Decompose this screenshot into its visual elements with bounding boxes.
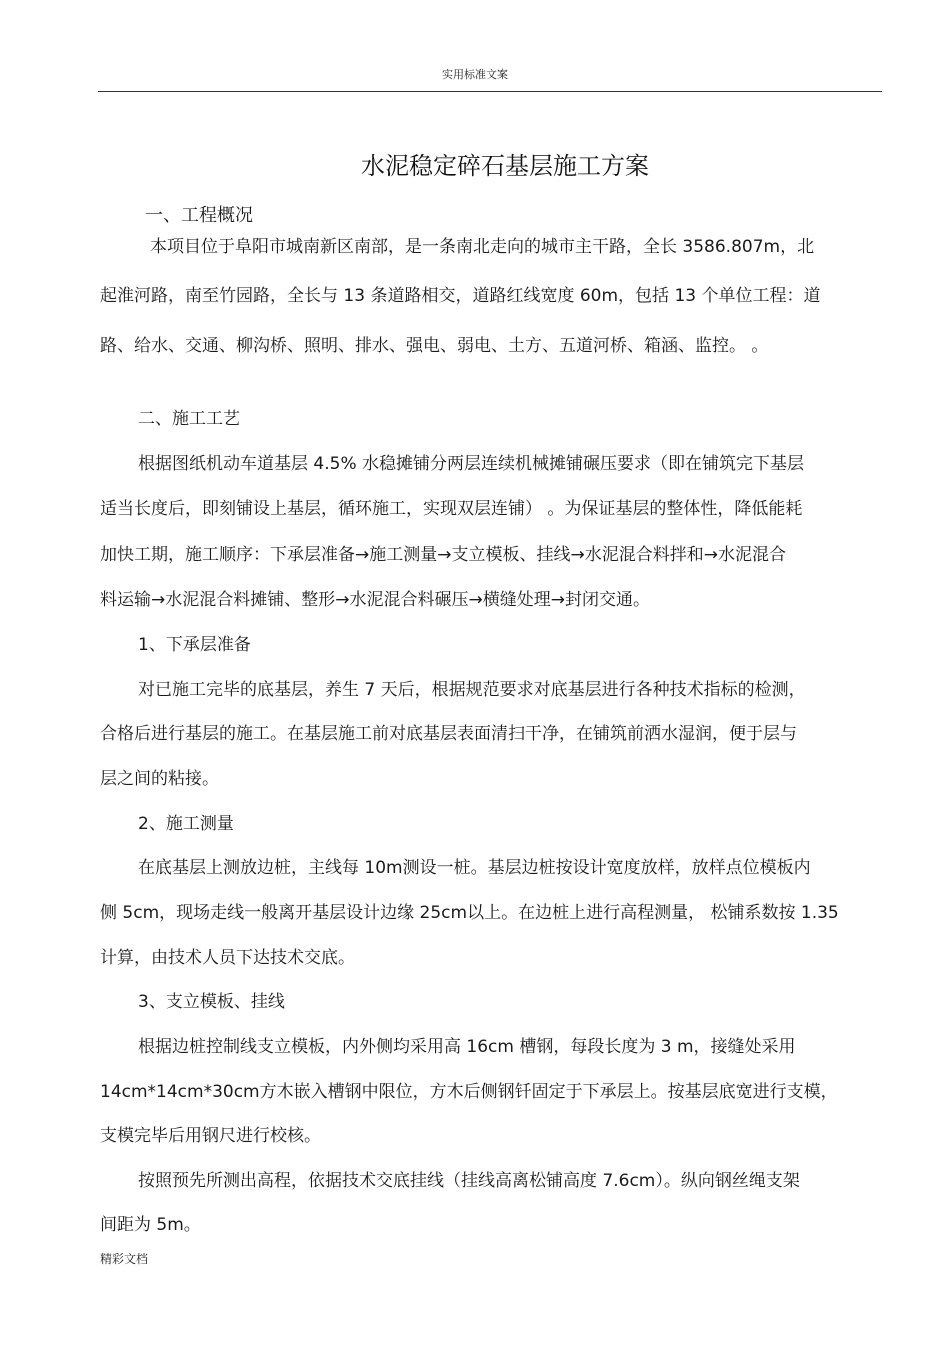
- paragraph-line: 在底基层上测放边桩，主线每 10m测设一桩。基层边桩按设计宽度放样，放样点位模板内: [138, 858, 811, 878]
- paragraph-line: 按照预先所测出高程，依据技术交底挂线（挂线高离松铺高度 7.6cm）。纵向钢丝绳支架: [138, 1171, 800, 1191]
- paragraph-line: 本项目位于阜阳市城南新区南部，是一条南北走向的城市主干路，全长 3586.807m，北: [150, 237, 815, 257]
- subsection-heading-survey: 2、施工测量: [138, 814, 234, 834]
- page-header: 实用标准文案: [442, 68, 508, 81]
- paragraph-line: 加快工期，施工顺序：下承层准备→施工测量→支立模板、挂线→水泥混合料拌和→水泥混合: [100, 545, 786, 565]
- paragraph-line: 路、给水、交通、柳沟桥、照明、排水、强电、弱电、土方、五道河桥、箱涵、监控。 。: [100, 336, 769, 356]
- paragraph-line: 对已施工完毕的底基层，养生 7 天后，根据规范要求对底基层进行各种技术指标的检测，: [138, 680, 806, 700]
- paragraph-line: 适当长度后，即刻铺设上基层，循环施工，实现双层连铺） 。为保证基层的整体性，降低能耗: [100, 499, 803, 519]
- paragraph-line: 计算，由技术人员下达技术交底。: [100, 948, 355, 968]
- paragraph-line: 根据图纸机动车道基层 4.5% 水稳摊铺分两层连续机械摊铺碾压要求（即在铺筑完下基层: [138, 454, 804, 474]
- paragraph-line: 间距为 5m。: [100, 1215, 201, 1235]
- paragraph-line: 根据边桩控制线支立模板，内外侧均采用高 16cm 槽钢，每段长度为 3 m，接缝处采用: [138, 1037, 796, 1057]
- paragraph-line: 侧 5cm，现场走线一般离开基层设计边缘 25cm以上。在边桩上进行高程测量， 松铺系数按 1.35: [100, 903, 839, 923]
- paragraph-line: 合格后进行基层的施工。在基层施工前对底基层表面清扫干净，在铺筑前洒水湿润，便于层与: [100, 724, 797, 744]
- document-title: 水泥稳定碎石基层施工方案: [361, 152, 649, 180]
- paragraph-line: 层之间的粘接。: [100, 769, 219, 789]
- header-divider: [98, 91, 882, 92]
- page-footer: 精彩文档: [100, 1252, 149, 1266]
- section-heading-overview: 一、工程概况: [145, 205, 253, 226]
- paragraph-line: 起淮河路，南至竹园路，全长与 13 条道路相交，道路红线宽度 60m，包括 13 个单位工程：道: [100, 286, 821, 306]
- paragraph-line: 料运输→水泥混合料摊铺、整形→水泥混合料碾压→横缝处理→封闭交通。: [100, 590, 650, 610]
- section-heading-process: 二、施工工艺: [138, 409, 240, 429]
- paragraph-line: 14cm*14cm*30cm方木嵌入槽钢中限位，方木后侧钢钎固定于下承层上。按基层底宽进行支模，: [100, 1082, 838, 1102]
- subsection-heading-base-prep: 1、下承层准备: [138, 635, 251, 655]
- subsection-heading-formwork: 3、支立模板、挂线: [138, 992, 285, 1012]
- paragraph-line: 支模完毕后用钢尺进行校核。: [100, 1126, 321, 1146]
